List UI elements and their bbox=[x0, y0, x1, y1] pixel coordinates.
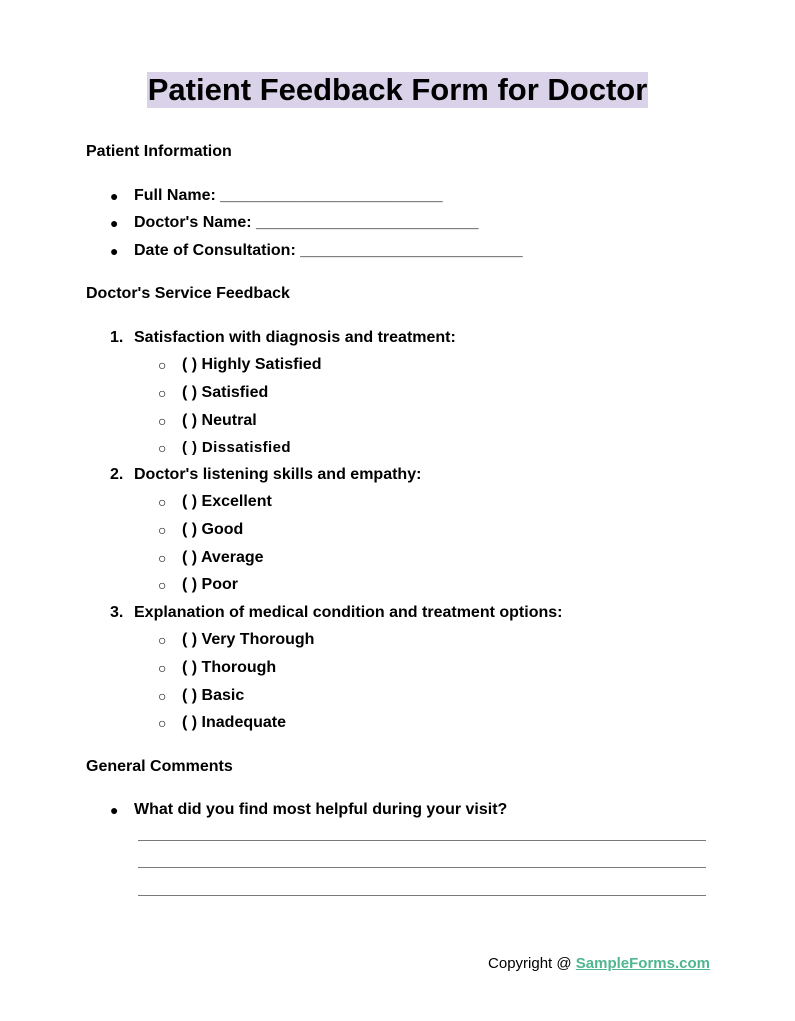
copyright-prefix: Copyright @ bbox=[488, 955, 576, 972]
comment-line[interactable] bbox=[138, 895, 706, 896]
doctor-name-field[interactable]: Doctor's Name: _________________________ bbox=[134, 214, 479, 231]
question-number: 2. bbox=[110, 466, 124, 483]
option-highly-satisfied[interactable]: ( ) Highly Satisfied bbox=[182, 356, 322, 373]
bullet-icon: ● bbox=[110, 188, 119, 204]
comments-question: What did you find most helpful during your visit? bbox=[134, 801, 508, 818]
general-comments-heading: General Comments bbox=[86, 758, 233, 775]
circle-bullet-icon: ○ bbox=[158, 440, 167, 456]
option-basic[interactable]: ( ) Basic bbox=[182, 687, 245, 704]
bullet-icon: ● bbox=[110, 243, 119, 259]
option-average[interactable]: ( ) Average bbox=[182, 549, 264, 566]
option-poor[interactable]: ( ) Poor bbox=[182, 576, 238, 593]
option-inadequate[interactable]: ( ) Inadequate bbox=[182, 714, 287, 731]
circle-bullet-icon: ○ bbox=[158, 632, 167, 648]
full-name-field[interactable]: Full Name: _________________________ bbox=[134, 187, 443, 204]
service-feedback-heading: Doctor's Service Feedback bbox=[86, 285, 290, 302]
circle-bullet-icon: ○ bbox=[158, 357, 167, 373]
bullet-icon: ● bbox=[110, 802, 119, 818]
circle-bullet-icon: ○ bbox=[158, 688, 167, 704]
comment-line[interactable] bbox=[138, 867, 706, 868]
page-title: Patient Feedback Form for Doctor bbox=[147, 72, 648, 107]
bullet-icon: ● bbox=[110, 215, 119, 231]
question-diagnosis: Satisfaction with diagnosis and treatment: bbox=[134, 329, 456, 346]
option-thorough[interactable]: ( ) Thorough bbox=[182, 659, 277, 676]
circle-bullet-icon: ○ bbox=[158, 715, 167, 731]
circle-bullet-icon: ○ bbox=[158, 494, 167, 510]
option-good[interactable]: ( ) Good bbox=[182, 521, 244, 538]
comment-line[interactable] bbox=[138, 840, 706, 841]
question-number: 1. bbox=[110, 329, 124, 346]
option-neutral[interactable]: ( ) Neutral bbox=[182, 412, 257, 429]
patient-info-heading: Patient Information bbox=[86, 143, 232, 160]
option-excellent[interactable]: ( ) Excellent bbox=[182, 493, 272, 510]
question-listening: Doctor's listening skills and empathy: bbox=[134, 466, 422, 483]
option-dissatisfied[interactable]: ( ) Dissatisfied bbox=[182, 439, 291, 456]
circle-bullet-icon: ○ bbox=[158, 522, 167, 538]
copyright bbox=[488, 955, 710, 972]
consultation-date-field[interactable]: Date of Consultation: _________________________ bbox=[134, 242, 523, 259]
sampleforms-link[interactable]: SampleForms.com bbox=[575, 955, 710, 972]
circle-bullet-icon: ○ bbox=[158, 413, 167, 429]
option-satisfied[interactable]: ( ) Satisfied bbox=[182, 384, 269, 401]
question-explanation: Explanation of medical condition and treatment options: bbox=[134, 604, 563, 621]
circle-bullet-icon: ○ bbox=[158, 577, 167, 593]
circle-bullet-icon: ○ bbox=[158, 660, 167, 676]
option-very-thorough[interactable]: ( ) Very Thorough bbox=[182, 631, 315, 648]
circle-bullet-icon: ○ bbox=[158, 550, 167, 566]
circle-bullet-icon: ○ bbox=[158, 385, 167, 401]
question-number: 3. bbox=[110, 604, 124, 621]
